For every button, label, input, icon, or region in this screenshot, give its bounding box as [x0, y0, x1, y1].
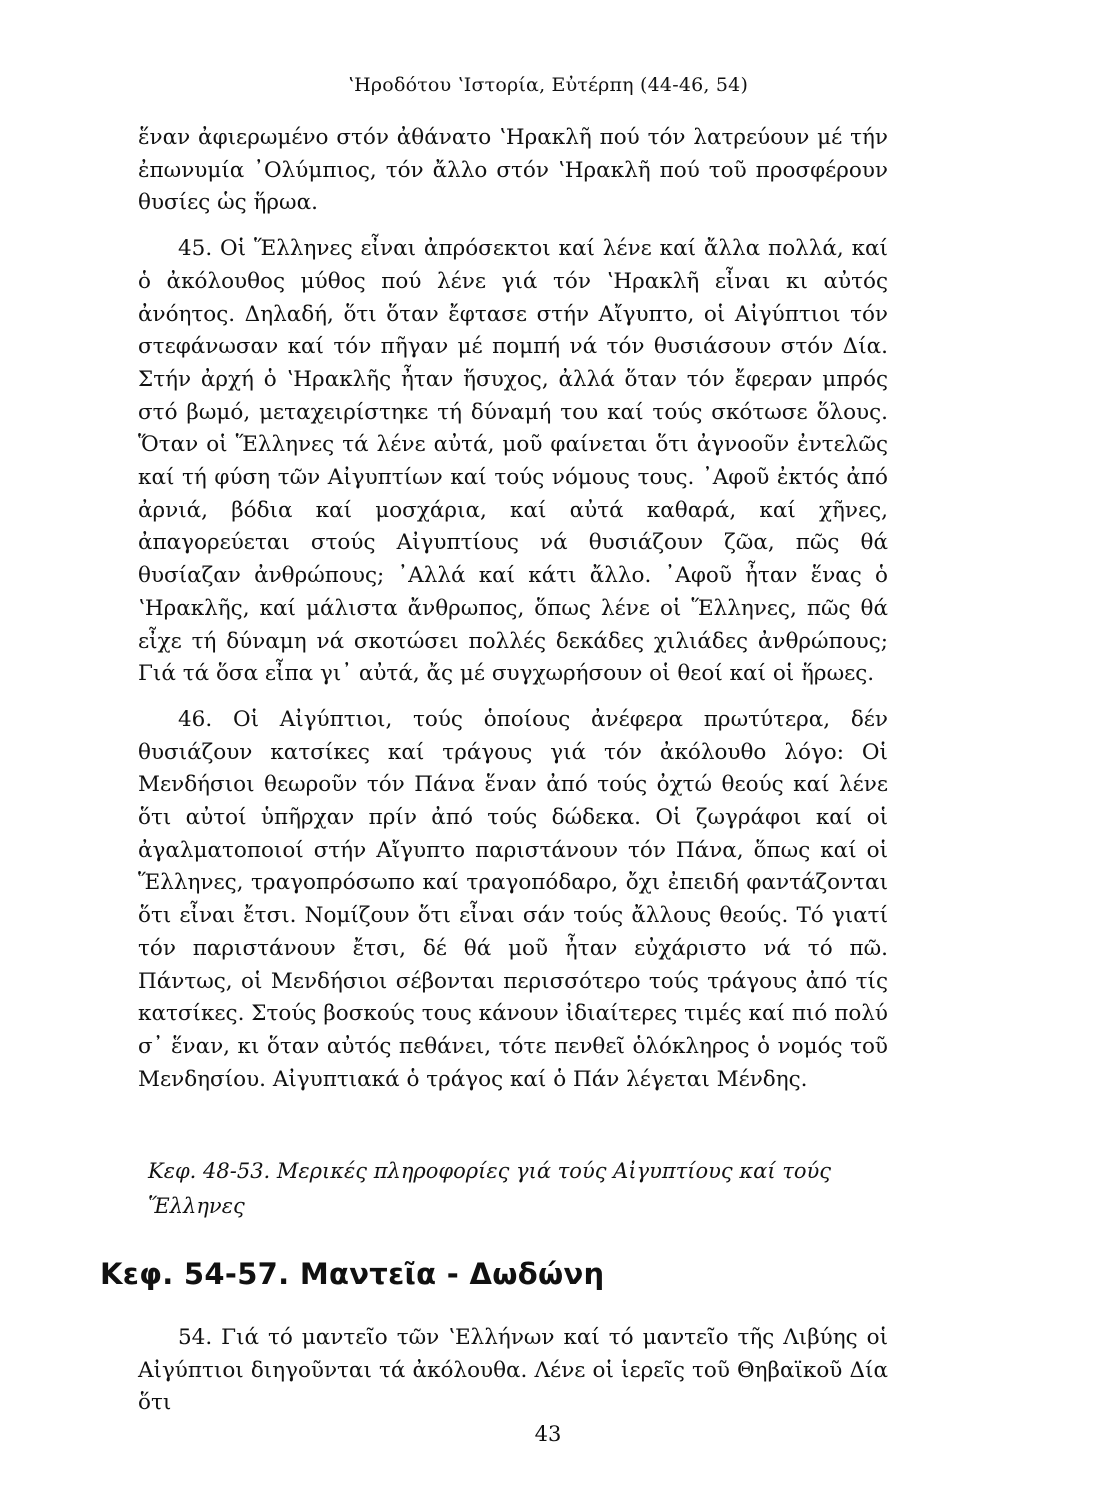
paragraph-continuation: ἕναν ἀφιερωμένο στόν ἀθάνατο ʽΗρακλῆ πού τόν λατρεύουν μέ τήν ἐπωνυμία ᾽Ολύμπιος, τόν ἄλλο στόν ʽΗρακλῆ πού τοῦ προσφέρουν θυσίες ὡς ἥρωα. [138, 125, 888, 216]
paragraph-54: 54. Γιά τό μαντεῖο τῶν ʽΕλλήνων καί τό μαντεῖο τῆς Λιβύης οἱ Αἰγύπτιοι διηγοῦνται τά ἀκόλουθα. Λένε οἱ ἱερεῖς τοῦ Θηβαϊκοῦ Δία ὅτι [138, 1325, 888, 1416]
running-head: ʽΗροδότου ʽΙστορία, Εὐτέρπη (44-46, 54) [347, 74, 749, 96]
chapter-heading: Κεφ. 54-57. Μαντεῖα - Δωδώνη [100, 1257, 605, 1291]
paragraph-45: 45. Οἱ Ἕλληνες εἶναι ἀπρόσεκτοι καί λένε καί ἄλλα πολλά, καί ὁ ἀκόλουθος μύθος πού λένε γιά τόν ʽΗρακλῆ εἶναι κι αὐτός ἀνόητος. Δηλαδή, ὅτι ὅταν ἔφτασε στήν Αἴγυπτο, οἱ Αἰγύπτιοι τόν στεφάνωσαν καί τόν πῆγαν μέ πομπή νά τόν θυσιάσουν στόν Δία. Στήν ἀρχή ὁ ʽΗρακλῆς ἦταν ἥσυχος, ἀλλά ὅταν τόν ἔφεραν μπρός στό βωμό, μεταχειρίστηκε τή δύναμή του καί τούς σκότωσε ὅλους. Ὅταν οἱ Ἕλληνες τά λένε αὐτά, μοῦ φαίνεται ὅτι ἀγνοοῦν ἐντελῶς καί τή φύση τῶν Αἰγυπτίων καί τούς νόμους τους. ᾽Αφοῦ ἐκτός ἀπό ἀρνιά, βόδια καί μοσχάρια, καί αὐτά καθαρά, καί χῆνες, ἀπαγορεύεται στούς Αἰγυπτίους νά θυσιάζουν ζῶα, πῶς θά θυσίαζαν ἀνθρώπους; ᾽Αλλά καί κάτι ἄλλο. ᾽Αφοῦ ἦταν ἕνας ὁ ʽΗρακλῆς, καί μάλιστα ἄνθρωπος, ὅπως λένε οἱ Ἕλληνες, πῶς θά εἶχε τή δύναμη νά σκοτώσει πολλές δεκάδες χιλιάδες ἀνθρώπους; Γιά τά ὅσα εἶπα γι᾽ αὐτά, ἄς μέ συγχωρήσουν οἱ θεοί καί οἱ ἥρωες. [138, 236, 888, 687]
paragraph-46: 46. Οἱ Αἰγύπτιοι, τούς ὁποίους ἀνέφερα πρωτύτερα, δέν θυσιάζουν κατσίκες καί τράγους γιά τόν ἀκόλουθο λόγο: Οἱ Μενδήσιοι θεωροῦν τόν Πάνα ἕναν ἀπό τούς ὀχτώ θεούς καί λένε ὅτι αὐτοί ὑπῆρχαν πρίν ἀπό τούς δώδεκα. Οἱ ζωγράφοι καί οἱ ἀγαλματοποιοί στήν Αἴγυπτο παριστάνουν τόν Πάνα, ὅπως καί οἱ Ἕλληνες, τραγοπρόσωπο καί τραγοπόδαρο, ὄχι ἐπειδή φαντάζονται ὅτι εἶναι ἔτσι. Νομίζουν ὅτι εἶναι σάν τούς ἄλλους θεούς. Τό γιατί τόν παριστάνουν ἔτσι, δέ θά μοῦ ἦταν εὐχάριστο νά τό πῶ. Πάντως, οἱ Μενδήσιοι σέβονται περισσότερο τούς τράγους ἀπό τίς κατσίκες. Στούς βοσκούς τους κάνουν ἰδιαίτερες τιμές καί πιό πολύ σ᾽ ἕναν, κι ὅταν αὐτός πεθάνει, τότε πενθεῖ ὁλόκληρος ὁ νομός τοῦ Μενδησίου. Αἰγυπτιακά ὁ τράγος καί ὁ Πάν λέγεται Μένδης. [138, 706, 888, 1092]
page-number: 43 [534, 1422, 562, 1446]
second-text-block [138, 1322, 888, 1420]
main-text-block [138, 122, 888, 1096]
section-subheading: Κεφ. 48-53. Μερικές πληροφορίες γιά τούς Αἰγυπτίους καί τούς Ἕλληνες [148, 1159, 832, 1218]
